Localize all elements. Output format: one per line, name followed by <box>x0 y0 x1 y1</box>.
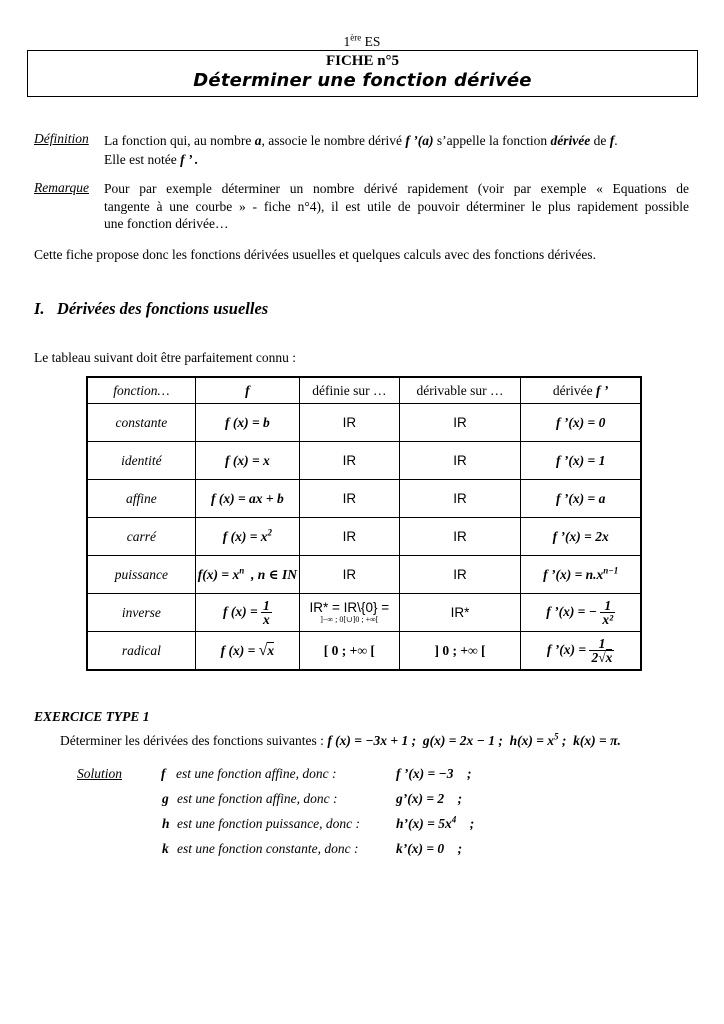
radicand: x <box>267 642 275 658</box>
row-f <box>195 556 299 594</box>
row-f: f (x) = b <box>195 404 299 442</box>
row-derivee: f ’(x) = a <box>521 480 641 518</box>
sqrt-icon: √ <box>598 650 606 665</box>
row-f-text: f (x) = <box>220 642 256 658</box>
level-number: 1 <box>343 34 351 49</box>
header-derivee: dérivée f ’ <box>521 377 641 404</box>
exercise-h-exponent: 5 <box>554 731 559 742</box>
solution-result-exponent: 4 <box>451 814 457 825</box>
row-derivable: IR <box>399 404 521 442</box>
fraction-numerator: 1 <box>589 637 614 652</box>
row-f: f (x) = x <box>195 442 299 480</box>
row-name: inverse <box>87 594 195 632</box>
solution-result: g’(x) = 2 ; <box>396 791 463 806</box>
table-row <box>87 518 641 556</box>
fraction <box>261 599 272 627</box>
row-derivee: f ’(x) = 1 <box>521 442 641 480</box>
table-row <box>87 594 641 632</box>
solution-text: est une fonction affine, donc : <box>177 791 338 806</box>
row-deriv-text: f ’(x) = − <box>546 603 597 619</box>
row-f-text: f (x) = <box>222 603 258 619</box>
header-f: f <box>195 377 299 404</box>
row-name: puissance <box>87 556 195 594</box>
solution-result-text: h’(x) = 5x <box>396 816 452 831</box>
row-deriv-text: f ’(x) = n.x <box>543 566 604 582</box>
row-name: carré <box>87 518 195 556</box>
fraction-denominator: x <box>263 612 270 627</box>
row-deriv-exponent: n−1 <box>603 565 619 575</box>
def-text-c: s’appelle la fonction <box>436 133 548 148</box>
definition-text <box>104 131 704 169</box>
solution-result: k’(x) = 0 ; <box>396 841 463 856</box>
fraction-denominator <box>589 651 614 665</box>
exercise-statement-text: Déterminer les dérivées des fonctions suivantes : <box>60 733 324 748</box>
denominator-coef: 2 <box>591 650 599 665</box>
row-derivee <box>521 632 641 671</box>
row-derivee <box>521 594 641 632</box>
def-f: f <box>609 133 615 148</box>
def-text-b: , associe le nombre dérivé <box>261 133 403 148</box>
solution-text: est une fonction constante, donc : <box>177 841 359 856</box>
table-row <box>87 442 641 480</box>
remarque-line-3: une fonction dérivée… <box>104 216 229 231</box>
table-row <box>87 632 641 671</box>
solution-result <box>396 816 474 832</box>
intro-text: Cette fiche propose donc les fonctions dérivées usuelles et quelques calculs avec des fonctions dérivées. <box>34 247 596 262</box>
row-definie: IR <box>299 518 399 556</box>
fraction <box>589 637 614 665</box>
row-definie-main: IR* = IR\{0} = <box>309 599 390 615</box>
row-f-exponent: 2 <box>267 527 273 537</box>
radicand: x <box>605 650 613 665</box>
definition-label: Définition <box>34 131 89 146</box>
row-derivable: IR* <box>399 594 521 632</box>
fraction-numerator: 1 <box>600 599 615 614</box>
remarque-label: Remarque <box>34 180 89 195</box>
row-definie <box>299 594 399 632</box>
row-f <box>195 632 299 671</box>
def-line2: Elle est notée <box>104 152 177 167</box>
sheet-subtitle: Déterminer une fonction dérivée <box>193 70 532 91</box>
level-sup: ère <box>350 32 362 43</box>
row-f-text: f (x) = x <box>222 528 268 544</box>
def-dot: . <box>614 133 618 148</box>
fraction-numerator: 1 <box>263 597 270 613</box>
row-name: affine <box>87 480 195 518</box>
row-definie: IR <box>299 404 399 442</box>
row-derivee <box>521 556 641 594</box>
solution-var: h <box>162 816 170 831</box>
fraction <box>600 599 615 627</box>
row-derivable: ] 0 ; +∞ [ <box>399 632 521 671</box>
solution-var: g <box>162 791 169 806</box>
row-f <box>195 594 299 632</box>
row-f: f (x) = ax + b <box>195 480 299 518</box>
remarque-line-1: Pour par exemple déterminer un nombre dérivé rapidement (voir par exemple « Equations de <box>104 181 689 196</box>
exercise-title: EXERCICE TYPE 1 <box>34 709 150 724</box>
row-derivable: IR <box>399 480 521 518</box>
sqrt-icon: √ <box>258 641 268 659</box>
row-definie: IR <box>299 480 399 518</box>
solution-result: f ’(x) = −3 ; <box>396 766 472 781</box>
def-f-prime-a: f ’(a) <box>405 133 434 148</box>
row-definie: IR <box>299 556 399 594</box>
solution-text: est une fonction puissance, donc : <box>177 816 360 831</box>
row-name: identité <box>87 442 195 480</box>
level-label <box>0 34 724 50</box>
def-text-a: La fonction qui, au nombre <box>104 133 252 148</box>
row-definie: IR <box>299 442 399 480</box>
row-f-condition: , n ∈ IN <box>244 566 297 582</box>
row-name: radical <box>87 632 195 671</box>
row-derivable: IR <box>399 518 521 556</box>
derivatives-table <box>86 376 642 671</box>
table-row <box>87 480 641 518</box>
solution-text: est une fonction affine, donc : <box>176 766 337 781</box>
remarque-line-2: tangente à une courbe » - fiche n°4), il est utile de pouvoir déterminer le plus rapidement possible <box>104 198 689 214</box>
row-derivee: f ’(x) = 0 <box>521 404 641 442</box>
table-header-row <box>87 377 641 404</box>
def-var-a: a <box>254 133 262 148</box>
row-f <box>195 518 299 556</box>
section-title: I. Dérivées des fonctions usuelles <box>34 299 269 318</box>
row-name: constante <box>87 404 195 442</box>
def-derivee: dérivée <box>550 133 591 148</box>
def-f-prime: f ’ . <box>180 152 199 167</box>
sheet-title: FICHE n°5 <box>325 53 400 69</box>
title-box <box>27 50 698 97</box>
row-f-exponent: n <box>239 565 245 575</box>
header-derivable: dérivable sur … <box>399 377 521 404</box>
exercise-statement <box>60 733 621 749</box>
solution-var: k <box>162 841 169 856</box>
row-f-text: f(x) = x <box>197 566 240 582</box>
row-derivable: IR <box>399 556 521 594</box>
remarque-text <box>104 180 689 233</box>
header-fonction: fonction… <box>87 377 195 404</box>
solution-var: f <box>161 766 166 781</box>
level-suffix: ES <box>364 34 381 49</box>
header-definie: définie sur … <box>299 377 399 404</box>
row-derivable: IR <box>399 442 521 480</box>
row-definie-intervals: ]−∞ ; 0[∪]0 ; +∞[ <box>320 614 379 624</box>
table-row <box>87 556 641 594</box>
solution-result-end: ; <box>456 816 475 831</box>
fraction-denominator: x² <box>602 612 614 627</box>
exercise-functions: f (x) = −3x + 1 ; g(x) = 2x − 1 ; h(x) = x <box>327 733 555 748</box>
table-row <box>87 404 641 442</box>
row-derivee: f ’(x) = 2x <box>521 518 641 556</box>
exercise-functions-end: ; k(x) = π. <box>558 733 621 748</box>
row-deriv-text: f ’(x) = <box>546 641 587 657</box>
solution-label: Solution <box>77 766 123 781</box>
row-definie: [ 0 ; +∞ [ <box>299 632 399 671</box>
section-lead: Le tableau suivant doit être parfaitement connu : <box>34 350 297 365</box>
def-text-d: de <box>593 133 607 148</box>
